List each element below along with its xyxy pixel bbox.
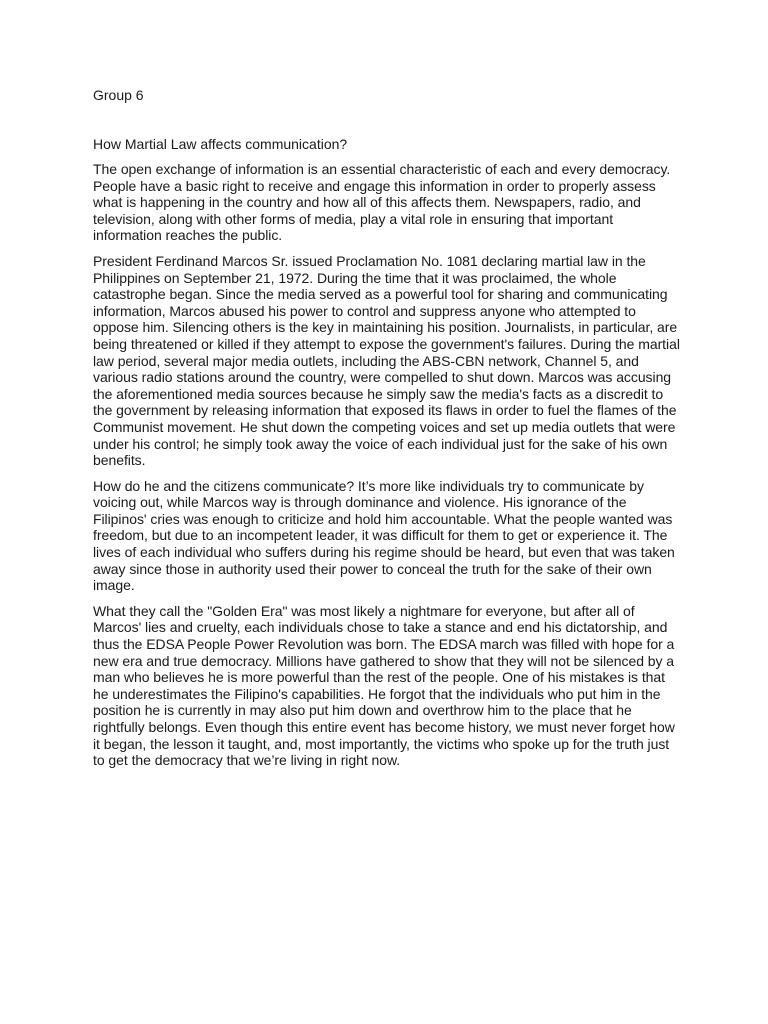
paragraph-1: The open exchange of information is an essential characteristic of each and every democracy. People have a basic right to receive and engage this information in order to properly assess what is happening in the country and how all of this affects them. Newspapers, radio, and television, along with other forms of media, play a vital role in ensuring that important information reaches the public. xyxy=(93,161,671,244)
essay-question: How Martial Law affects communication? xyxy=(93,136,348,152)
document-page xyxy=(93,87,681,778)
paragraph-4: What they call the "Golden Era" was most likely a nightmare for everyone, but after all of Marcos' lies and cruelty, each individuals chose to take a stance and end his dictatorship, and thus the EDSA People Power Revolution was born. The EDSA march was filled with hope for a new era and true democracy. Millions have gathered to show that they will not be silenced by a man who believes he is more powerful than the rest of the people. One of his mistakes is that he underestimates the Filipino's capabilities. He forgot that the individuals who put him in the position he is currently in may also put him down and overthrow him to the place that he rightfully belongs. Even though this entire event has become history, we must never forget how it began, the lesson it taught, and, most importantly, the victims who spoke up for the truth just to get the democracy that we’re living in right now. xyxy=(93,602,675,769)
paragraph-3: How do he and the citizens communicate? It’s more like individuals try to communicate by voicing out, while Marcos way is through dominance and violence. His ignorance of the Filipinos' cries was enough to criticize and hold him accountable. What the people wanted was freedom, but due to an incompetent leader, it was difficult for them to get or experience it. The lives of each individual who suffers during his regime should be heard, but even that was taken away since those in authority used their power to conceal the truth for the sake of their own image. xyxy=(93,477,675,594)
group-label: Group 6 xyxy=(93,87,144,103)
paragraph-2: President Ferdinand Marcos Sr. issued Proclamation No. 1081 declaring martial law in the Philippines on September 21, 1972. During the time that it was proclaimed, the whole catastrophe began. Since the media served as a powerful tool for sharing and communicating information, Marcos abused his power to control and suppress anyone who attempted to oppose him. Silencing others is the key in maintaining his position. Journalists, in particular, are being threatened or killed if they attempt to expose the government's failures. During the martial law period, several major media outlets, including the ABS-CBN network, Channel 5, and various radio stations around the country, were compelled to shut down. Marcos was accusing the aforementioned media sources because he simply saw the media's facts as a discredit to the government by releasing information that exposed its flaws in order to fuel the flames of the Communist movement. He shut down the competing voices and set up media outlets that were under his control; he simply took away the voice of each individual just for the sake of his own benefits. xyxy=(93,252,680,469)
essay-body xyxy=(93,161,681,769)
